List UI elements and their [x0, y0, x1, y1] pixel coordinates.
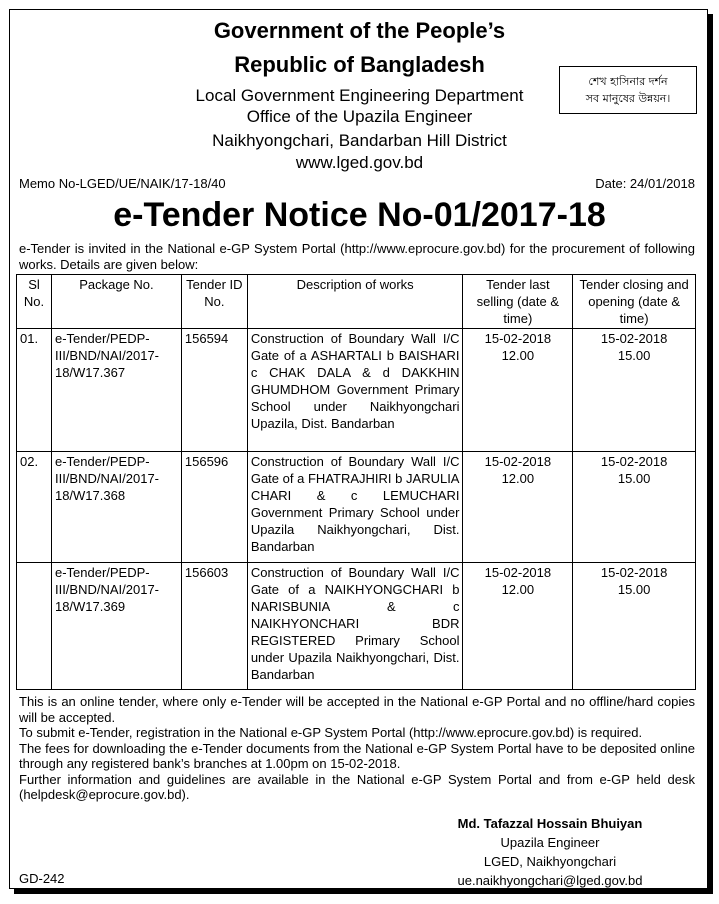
- row-sell-datetime: [463, 329, 573, 452]
- close-time: 15.00: [617, 348, 651, 363]
- district: Naikhyongchari, Bandarban Hill District: [212, 131, 507, 150]
- row-description: Construction of Boundary Wall I/C Gate of a FHATRAJHIRI b JARULIA CHARI & c LEMUCHARI Government Primary School under Upazila Naikhyongchari, Dist. Bandarban: [247, 452, 463, 563]
- row-description: Construction of Boundary Wall I/C Gate of a NAIKHYONGCHARI b NARISBUNIA & c NAIKHYONCHARI BDR REGISTERED Primary School under Upazila Naikhyongchari, Dist. Bandarban: [247, 563, 463, 690]
- row-tender-id: 156594: [181, 329, 247, 452]
- footer-code: GD-242: [19, 871, 65, 886]
- row-sl: 01.: [17, 329, 52, 452]
- close-time: 15.00: [617, 582, 651, 597]
- table-header-row: [17, 275, 696, 329]
- header-description: Description of works: [247, 275, 463, 329]
- notice-title: e-Tender Notice No-01/2017-18: [113, 196, 606, 234]
- table-row: [17, 452, 696, 563]
- office-name: Office of the Upazila Engineer: [246, 107, 473, 126]
- row-package: e-Tender/PEDP-III/BND/NAI/2017-18/W17.368: [51, 452, 181, 563]
- notes-block: [19, 694, 695, 803]
- row-tender-id: 156603: [181, 563, 247, 690]
- row-sell-datetime: [463, 563, 573, 690]
- memo-number: Memo No-LGED/UE/NAIK/17-18/40: [19, 176, 226, 191]
- tender-table: [16, 274, 696, 690]
- close-time: 15.00: [617, 471, 651, 486]
- slogan-box: [559, 66, 697, 114]
- slogan-line2: সব মানুষের উন্নয়ন।: [585, 92, 671, 105]
- signatory-office: LGED, Naikhyongchari: [483, 854, 617, 869]
- signatory-name: Md. Tafazzal Hossain Bhuiyan: [457, 816, 643, 831]
- row-package: e-Tender/PEDP-III/BND/NAI/2017-18/W17.369: [51, 563, 181, 690]
- gov-title-line2: Republic of Bangladesh: [234, 52, 485, 77]
- header-closing: Tender closing and opening (date & time): [573, 275, 696, 329]
- notice-date: Date: 24/01/2018: [595, 176, 695, 191]
- sell-date: 15-02-2018: [484, 565, 552, 580]
- sell-time: 12.00: [501, 348, 535, 363]
- note-fees: The fees for downloading the e-Tender documents from the National e-GP System Portal have to be deposited online through any registered bank’s branches at 1.00pm on 15-02-2018.: [19, 740, 695, 771]
- note-registration: To submit e-Tender, registration in the National e-GP System Portal (http://www.eprocure.gov.bd) is required.: [19, 725, 643, 740]
- department: Local Government Engineering Department: [195, 86, 524, 105]
- sell-date: 15-02-2018: [484, 331, 552, 346]
- table-row: [17, 329, 696, 452]
- note-helpdesk: Further information and guidelines are available in the National e-GP System Portal and from e-GP held desk (helpdesk@eprocure.gov.bd).: [19, 771, 695, 802]
- sell-date: 15-02-2018: [484, 454, 552, 469]
- close-date: 15-02-2018: [600, 454, 668, 469]
- sell-time: 12.00: [501, 582, 535, 597]
- sell-time: 12.00: [501, 471, 535, 486]
- row-sell-datetime: [463, 452, 573, 563]
- header-tender-id: Tender ID No.: [181, 275, 247, 329]
- row-description: Construction of Boundary Wall I/C Gate of a ASHARTALI b BAISHARI c CHAK DALA & d DAKKHIN GHUMDHOM Government Primary School under Naikhyongchari Upazila, Dist. Bandarban: [247, 329, 463, 452]
- gov-title-line1: Government of the People’s: [213, 18, 506, 43]
- row-package: e-Tender/PEDP-III/BND/NAI/2017-18/W17.367: [51, 329, 181, 452]
- close-date: 15-02-2018: [600, 331, 668, 346]
- signatory-email: ue.naikhyongchari@lged.gov.bd: [457, 873, 643, 888]
- signatory-designation: Upazila Engineer: [500, 835, 600, 850]
- row-tender-id: 156596: [181, 452, 247, 563]
- row-sl: 02.: [17, 452, 52, 563]
- table-row: [17, 563, 696, 690]
- header-sl: Sl No.: [17, 275, 52, 329]
- website: www.lged.gov.bd: [295, 153, 424, 172]
- row-close-datetime: [573, 329, 696, 452]
- close-date: 15-02-2018: [600, 565, 668, 580]
- note-online-tender: This is an online tender, where only e-Tender will be accepted in the National e-GP Portal and no offline/hard copies will be accepted.: [19, 694, 695, 725]
- row-close-datetime: [573, 452, 696, 563]
- row-sl: [17, 563, 52, 690]
- intro-text: e-Tender is invited in the National e-GP System Portal (http://www.eprocure.gov.bd) for the procurement of following works. Details are given below:: [19, 241, 695, 272]
- header-package: Package No.: [51, 275, 181, 329]
- slogan-line1: শেখ হাসিনার দর্শন: [588, 75, 668, 88]
- row-close-datetime: [573, 563, 696, 690]
- header-last-selling: Tender last selling (date & time): [463, 275, 573, 329]
